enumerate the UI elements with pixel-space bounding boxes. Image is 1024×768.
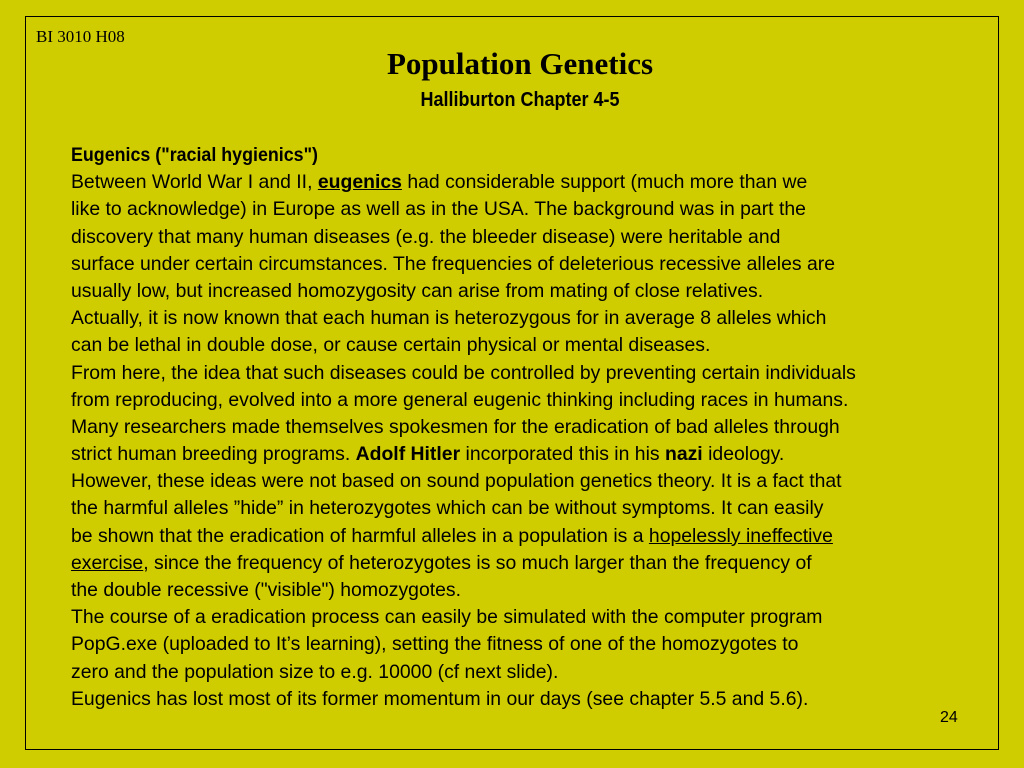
eugenics-term: eugenics xyxy=(317,171,402,194)
body-text: incorporated this in his xyxy=(460,443,665,466)
body-line: PopG.exe (uploaded to It’s learning), setting the fitness of one of the homozygotes to xyxy=(71,633,799,656)
body-line: like to acknowledge) in Europe as well as in the USA. The background was in part the xyxy=(71,198,806,221)
slide-body xyxy=(71,142,1001,713)
body-text: had considerable support (much more than we xyxy=(401,171,808,194)
exercise-phrase: exercise xyxy=(71,551,144,574)
body-line xyxy=(71,169,996,196)
body-line: the double recessive ("visible") homozygotes. xyxy=(71,579,462,601)
body-line: surface under certain circumstances. The frequencies of deleterious recessive alleles are xyxy=(71,252,835,275)
section-heading: Eugenics ("racial hygienics") xyxy=(71,144,318,166)
hopelessly-ineffective-phrase: hopelessly ineffective xyxy=(648,524,833,547)
slide-subtitle: Halliburton Chapter 4-5 xyxy=(420,89,620,111)
body-line: from reproducing, evolved into a more general eugenic thinking including races in humans. xyxy=(71,388,849,411)
body-line xyxy=(71,550,996,577)
nazi-term: nazi xyxy=(664,443,703,466)
body-line: zero and the population size to e.g. 10000 (cf next slide). xyxy=(71,660,559,683)
body-line: Actually, it is now known that each human is heterozygous for in average 8 alleles which xyxy=(71,307,827,330)
slide-title: Population Genetics xyxy=(386,46,654,81)
page-number: 24 xyxy=(940,709,958,726)
body-line xyxy=(71,523,996,550)
body-line: The course of a eradication process can easily be simulated with the computer program xyxy=(71,606,823,629)
adolf-hitler-term: Adolf Hitler xyxy=(355,443,461,466)
body-line xyxy=(71,441,996,468)
course-code: BI 3010 H08 xyxy=(36,27,125,46)
body-line: However, these ideas were not based on sound population genetics theory. It is a fact that xyxy=(71,470,842,493)
body-text: , since the frequency of heterozygotes is so much larger than the frequency of xyxy=(143,551,812,574)
body-text: ideology. xyxy=(702,443,785,466)
body-line: Eugenics has lost most of its former momentum in our days (see chapter 5.5 and 5.6). xyxy=(71,687,809,710)
body-line: discovery that many human diseases (e.g. the bleeder disease) were heritable and xyxy=(71,225,781,248)
body-line: the harmful alleles ”hide” in heterozygotes which can be without symptoms. It can easily xyxy=(71,497,824,520)
body-text: be shown that the eradication of harmful alleles in a population is a xyxy=(71,524,649,547)
body-text: strict human breeding programs. xyxy=(71,443,356,466)
body-line: usually low, but increased homozygosity can arise from mating of close relatives. xyxy=(71,279,764,302)
body-line: can be lethal in double dose, or cause certain physical or mental diseases. xyxy=(71,334,711,357)
body-text: Between World War I and II, xyxy=(71,171,318,194)
body-line: From here, the idea that such diseases could be controlled by preventing certain individuals xyxy=(71,361,856,384)
body-line: Many researchers made themselves spokesmen for the eradication of bad alleles through xyxy=(71,415,840,438)
